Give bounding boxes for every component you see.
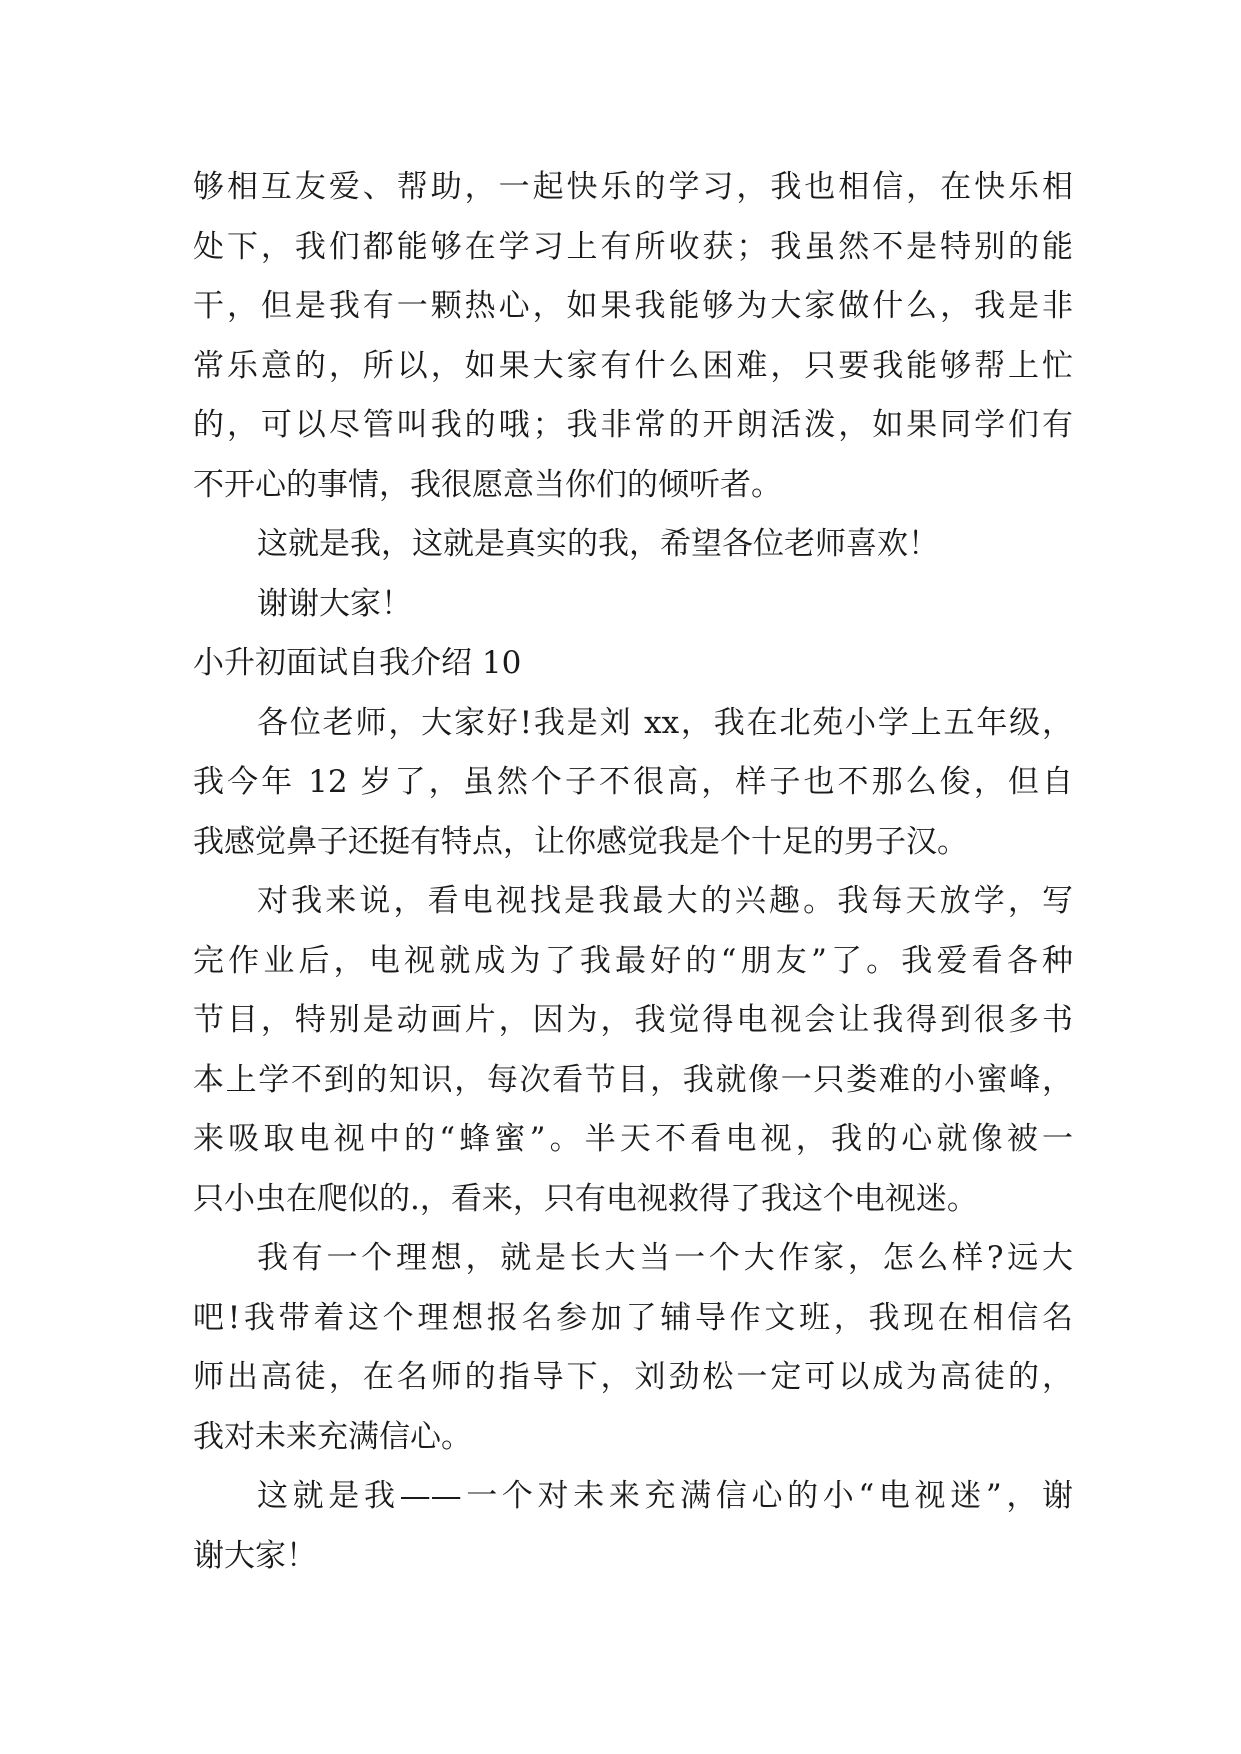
text-line: 来吸取电视中的“蜂蜜”。半天不看电视，我的心就像被一 [193,1121,1073,1157]
text-line: 不开心的事情，我很愿意当你们的倾听者。 [193,466,782,503]
text-line: 的，可以尽管叫我的哦；我非常的开朗活泼，如果同学们有 [193,407,1073,443]
text-line: 完作业后，电视就成为了我最好的“朋友”了。我爱看各种 [193,942,1073,979]
section-heading: 小升初面试自我介绍 10 [193,645,522,681]
text-line: 够相互友爱、帮助，一起快乐的学习，我也相信，在快乐相 [193,169,1073,205]
document-body [193,158,1073,1586]
text-line: 吧!我带着这个理想报名参加了辅导作文班，我现在相信名 [193,1299,1073,1336]
text-line: 师出高徒，在名师的指导下，刘劲松一定可以成为高徒的， [193,1359,1073,1395]
text-line: 谢大家！ [193,1537,317,1574]
text-line: 谢谢大家！ [257,585,412,622]
text-line: 这就是我——一个对未来充满信心的小“电视迷”，谢 [257,1478,1073,1514]
text-line: 处下，我们都能够在学习上有所收获；我虽然不是特别的能 [193,228,1073,265]
text-line: 我对未来充满信心。 [193,1418,472,1455]
text-line: 常乐意的，所以，如果大家有什么困难，只要我能够帮上忙 [193,347,1073,384]
text-line: 干，但是我有一颗热心，如果我能够为大家做什么，我是非 [193,288,1073,324]
text-line: 各位老师，大家好!我是刘 xx，我在北苑小学上五年级， [257,704,1073,741]
text-line: 只小虫在爬似的.，看来，只有电视救得了我这个电视迷。 [193,1180,978,1217]
text-line: 我有一个理想，就是长大当一个大作家，怎么样?远大 [257,1240,1073,1276]
text-line: 这就是我，这就是真实的我，希望各位老师喜欢！ [257,526,939,562]
text-line: 节目，特别是动画片，因为，我觉得电视会让我得到很多书 [193,1002,1073,1038]
text-line: 我今年 12 岁了，虽然个子不很高，样子也不那么俊，但自 [193,764,1073,800]
text-line: 我感觉鼻子还挺有特点，让你感觉我是个十足的男子汉。 [193,823,968,860]
text-line: 本上学不到的知识，每次看节目，我就像一只娄难的小蜜峰， [193,1061,1073,1098]
text-line: 对我来说，看电视找是我最大的兴趣。我每天放学，写 [257,883,1073,919]
